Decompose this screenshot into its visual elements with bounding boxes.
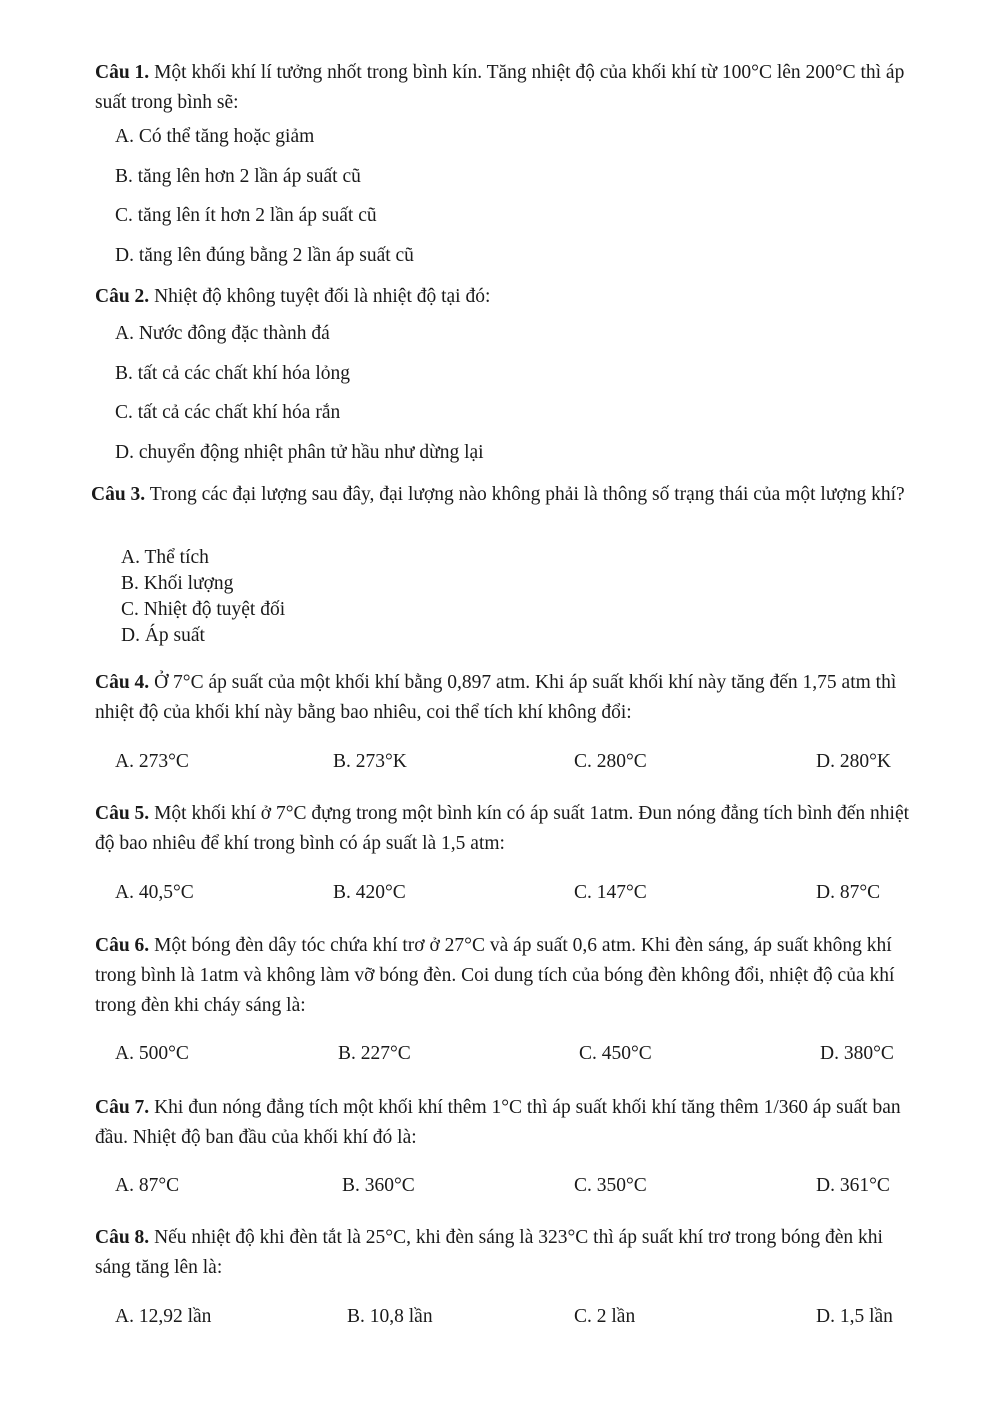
option-4c[interactable]: C. 280°C — [574, 751, 647, 772]
option-6a[interactable]: A. 500°C — [115, 1043, 189, 1064]
options-row-5 — [115, 880, 915, 906]
option-7a[interactable]: A. 87°C — [115, 1175, 180, 1196]
options-row-8 — [115, 1304, 915, 1330]
options-row-4 — [115, 749, 915, 775]
option-1d[interactable]: D. tăng lên đúng bằng 2 lần áp suất cũ — [115, 245, 414, 266]
options-row-7 — [115, 1173, 915, 1199]
question-label: Câu 6. — [95, 935, 150, 956]
question-text: Ở 7°C áp suất của một khối khí bằng 0,897 atm. Khi áp suất khối khí này tăng đến 1,75 atm thì nhiệt độ của khối khí này bằng bao nhiêu, coi thể tích khí không đổi: — [95, 672, 897, 723]
question-label: Câu 2. — [95, 286, 150, 307]
question-text: Nhiệt độ không tuyệt đối là nhiệt độ tại đó: — [154, 286, 491, 307]
option-4a[interactable]: A. 273°C — [115, 751, 189, 772]
option-2c[interactable]: C. tất cả các chất khí hóa rắn — [115, 402, 341, 423]
option-7d[interactable]: D. 361°C — [816, 1175, 890, 1196]
option-5c[interactable]: C. 147°C — [574, 882, 647, 903]
question-label: Câu 5. — [95, 803, 150, 824]
options-row-6 — [115, 1041, 915, 1067]
option-3c[interactable]: C. Nhiệt độ tuyệt đối — [121, 599, 286, 620]
option-3d[interactable]: D. Áp suất — [121, 625, 205, 646]
option-1b[interactable]: B. tăng lên hơn 2 lần áp suất cũ — [115, 166, 361, 187]
question-text: Một khối khí ở 7°C đựng trong một bình kín có áp suất 1atm. Đun nóng đẳng tích bình đến nhiệt độ bao nhiêu để khí trong bình có áp suất là 1,5 atm: — [95, 803, 910, 854]
question-label: Câu 7. — [95, 1097, 150, 1118]
question-text: Một bóng đèn dây tóc chứa khí trơ ở 27°C và áp suất 0,6 atm. Khi đèn sáng, áp suất không khí trong bình là 1atm và không làm vỡ bóng đèn. Coi dung tích của bóng đèn không đổi, nhiệt độ của khí trong đèn khi cháy sáng là: — [95, 935, 895, 1016]
question-text: Khi đun nóng đẳng tích một khối khí thêm 1°C thì áp suất khối khí tăng thêm 1/360 áp suất ban đầu. Nhiệt độ ban đầu của khối khí đó là: — [95, 1097, 901, 1148]
question-7 — [95, 1093, 915, 1153]
option-2a[interactable]: A. Nước đông đặc thành đá — [115, 323, 330, 344]
option-8b[interactable]: B. 10,8 lần — [347, 1306, 433, 1327]
option-7b[interactable]: B. 360°C — [342, 1175, 415, 1196]
option-8a[interactable]: A. 12,92 lần — [115, 1306, 212, 1327]
option-1a[interactable]: A. Có thể tăng hoặc giảm — [115, 126, 315, 147]
option-1c[interactable]: C. tăng lên ít hơn 2 lần áp suất cũ — [115, 205, 377, 226]
question-text: Một khối khí lí tưởng nhốt trong bình kín. Tăng nhiệt độ của khối khí từ 100°C lên 200°C thì áp suất trong bình sẽ: — [95, 62, 905, 113]
question-text: Nếu nhiệt độ khi đèn tắt là 25°C, khi đèn sáng là 323°C thì áp suất khí trơ trong bóng đèn khi sáng tăng lên là: — [95, 1227, 883, 1278]
option-4b[interactable]: B. 273°K — [333, 751, 407, 772]
option-6c[interactable]: C. 450°C — [579, 1043, 652, 1064]
option-3a[interactable]: A. Thể tích — [121, 547, 209, 568]
question-label: Câu 3. — [91, 484, 146, 505]
question-label: Câu 4. — [95, 672, 150, 693]
option-6b[interactable]: B. 227°C — [338, 1043, 411, 1064]
question-2 — [95, 282, 915, 312]
question-8 — [95, 1223, 915, 1283]
option-4d[interactable]: D. 280°K — [816, 751, 891, 772]
option-5a[interactable]: A. 40,5°C — [115, 882, 194, 903]
question-text: Trong các đại lượng sau đây, đại lượng nào không phải là thông số trạng thái của một lượng khí? — [149, 484, 905, 505]
option-2d[interactable]: D. chuyển động nhiệt phân tử hầu như dừng lại — [115, 442, 484, 463]
option-5d[interactable]: D. 87°C — [816, 882, 881, 903]
option-8d[interactable]: D. 1,5 lần — [816, 1306, 893, 1327]
question-label: Câu 1. — [95, 62, 150, 83]
question-3 — [91, 480, 911, 510]
option-3b[interactable]: B. Khối lượng — [121, 573, 234, 594]
question-5 — [95, 799, 915, 859]
question-4 — [95, 668, 915, 728]
question-1 — [95, 58, 915, 118]
question-6 — [95, 931, 915, 1021]
option-8c[interactable]: C. 2 lần — [574, 1306, 636, 1327]
option-5b[interactable]: B. 420°C — [333, 882, 406, 903]
option-6d[interactable]: D. 380°C — [820, 1043, 894, 1064]
question-label: Câu 8. — [95, 1227, 150, 1248]
option-2b[interactable]: B. tất cả các chất khí hóa lỏng — [115, 363, 350, 384]
option-7c[interactable]: C. 350°C — [574, 1175, 647, 1196]
